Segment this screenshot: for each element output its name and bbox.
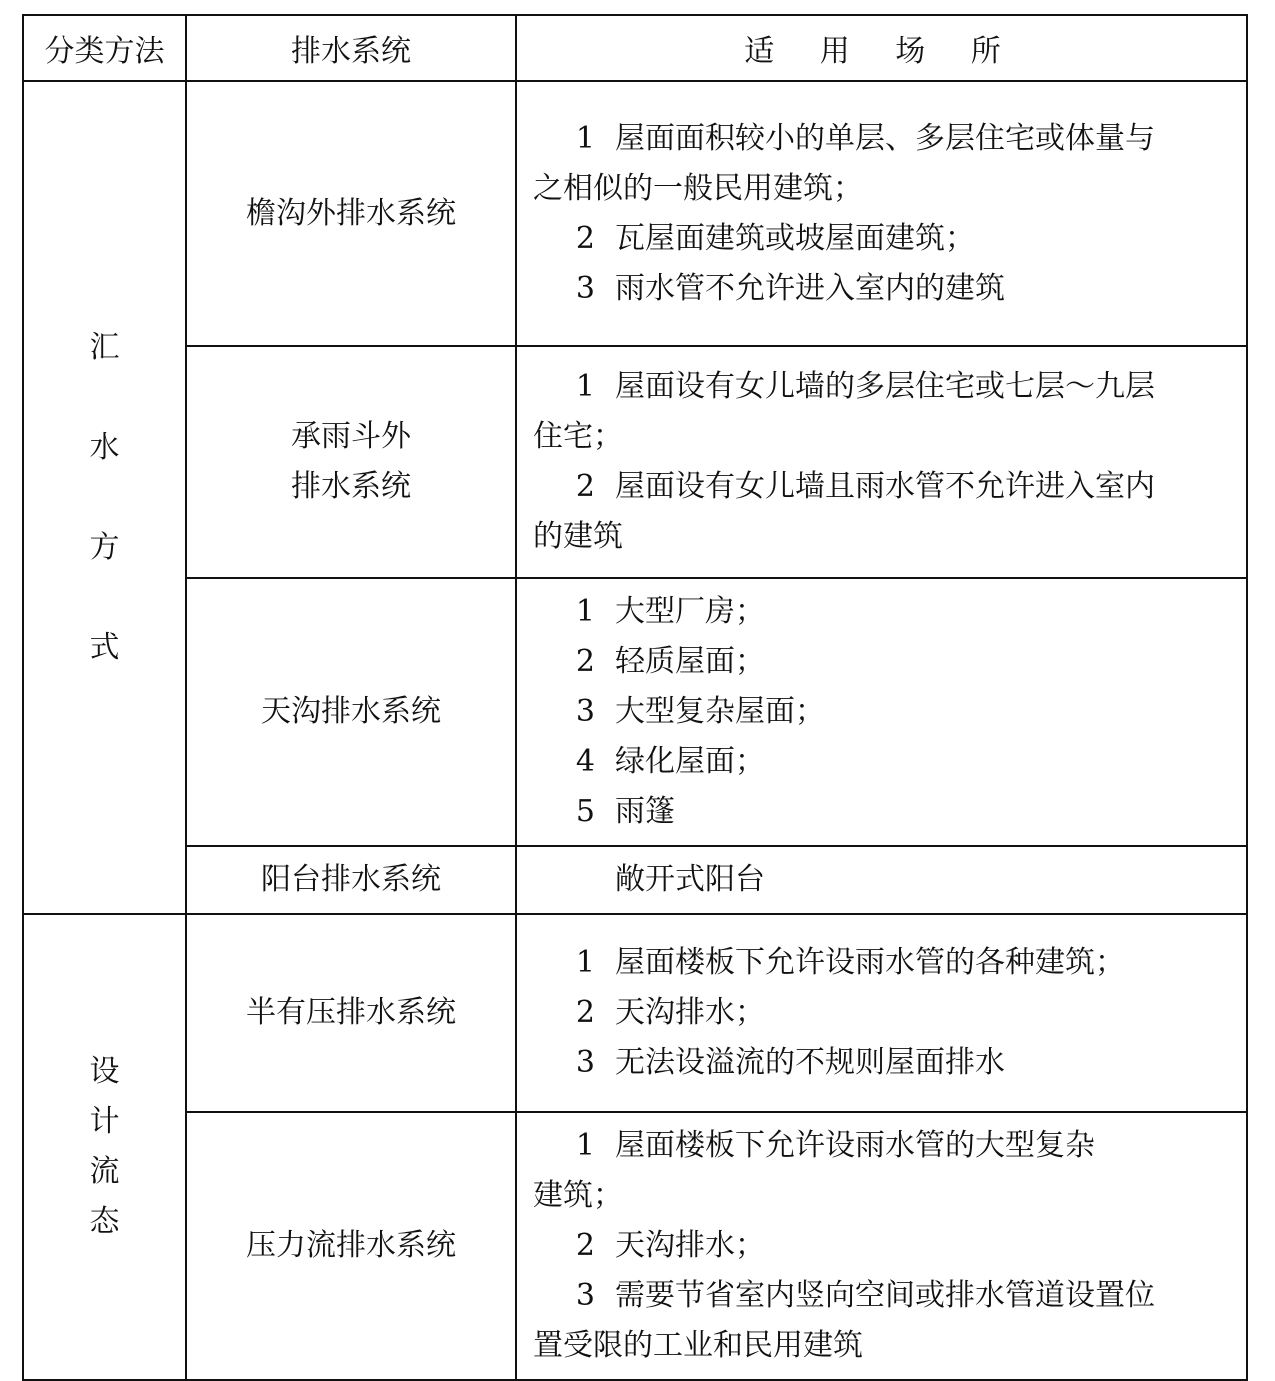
item-number: 1 bbox=[575, 594, 595, 629]
application-item bbox=[533, 687, 1232, 737]
method-char: 态 bbox=[89, 1204, 120, 1239]
application-cell bbox=[516, 346, 1247, 578]
application-item bbox=[533, 1038, 1232, 1088]
item-number: 3 bbox=[575, 270, 595, 306]
item-text: 需要节省室内竖向空间或排水管道设置位 bbox=[615, 1278, 1155, 1313]
header-method: 分类方法 bbox=[23, 15, 186, 81]
method-char: 水 bbox=[89, 429, 120, 465]
application-item bbox=[533, 362, 1232, 412]
item-number: 1 bbox=[575, 1128, 595, 1163]
system-label: 半有压排水系统 bbox=[246, 995, 456, 1030]
item-text: 屋面楼板下允许设雨水管的大型复杂 bbox=[615, 1128, 1095, 1163]
application-cell bbox=[516, 578, 1247, 846]
system-label: 压力流排水系统 bbox=[246, 1228, 456, 1263]
item-text-continuation: 建筑； bbox=[533, 1178, 623, 1213]
application-cell bbox=[516, 846, 1247, 914]
table-row bbox=[23, 81, 1247, 346]
drainage-classification-table bbox=[22, 14, 1248, 1381]
method-char: 汇 bbox=[89, 329, 120, 365]
item-text: 瓦屋面建筑或坡屋面建筑； bbox=[615, 220, 975, 256]
application-cell bbox=[516, 914, 1247, 1112]
item-number: 2 bbox=[575, 469, 595, 504]
application-item bbox=[533, 587, 1232, 637]
method-cell bbox=[23, 914, 186, 1380]
application-cell bbox=[516, 81, 1247, 346]
item-text: 绿化屋面； bbox=[615, 744, 765, 779]
table-body bbox=[23, 81, 1247, 1380]
application-item bbox=[533, 1271, 1232, 1321]
item-number: 2 bbox=[575, 1228, 595, 1263]
system-cell bbox=[186, 1112, 516, 1380]
application-item bbox=[533, 855, 1232, 905]
system-label: 承雨斗外 bbox=[291, 419, 411, 454]
item-text: 天沟排水； bbox=[615, 1228, 765, 1263]
application-item bbox=[533, 988, 1232, 1038]
item-text: 屋面设有女儿墙的多层住宅或七层～九层 bbox=[615, 369, 1155, 404]
system-label: 阳台排水系统 bbox=[261, 862, 441, 897]
application-item bbox=[533, 1221, 1232, 1271]
item-number: 1 bbox=[575, 120, 595, 156]
application-item bbox=[533, 1121, 1232, 1171]
table-row bbox=[23, 914, 1247, 1112]
application-item bbox=[533, 938, 1232, 988]
item-number: 3 bbox=[575, 1278, 595, 1313]
header-application: 适 用 场 所 bbox=[516, 15, 1247, 81]
item-text: 无法设溢流的不规则屋面排水 bbox=[615, 1045, 1005, 1080]
item-number: 1 bbox=[575, 369, 595, 404]
item-number: 2 bbox=[575, 995, 595, 1030]
item-text: 雨水管不允许进入室内的建筑 bbox=[615, 270, 1005, 306]
table-row bbox=[23, 578, 1247, 846]
method-char: 式 bbox=[89, 629, 120, 665]
system-cell bbox=[186, 846, 516, 914]
item-text: 敞开式阳台 bbox=[615, 862, 765, 897]
system-label: 天沟排水系统 bbox=[261, 694, 441, 729]
item-text-continuation: 之相似的一般民用建筑； bbox=[533, 170, 863, 206]
item-text-continuation: 住宅； bbox=[533, 419, 623, 454]
application-item bbox=[533, 462, 1232, 512]
application-item bbox=[533, 637, 1232, 687]
system-cell bbox=[186, 346, 516, 578]
application-cell bbox=[516, 1112, 1247, 1380]
header-row bbox=[23, 15, 1247, 81]
system-cell bbox=[186, 578, 516, 846]
application-item bbox=[533, 214, 1232, 264]
method-char: 方 bbox=[89, 529, 120, 565]
item-number: 3 bbox=[575, 694, 595, 729]
item-number: 2 bbox=[575, 220, 595, 256]
item-text: 轻质屋面； bbox=[615, 644, 765, 679]
application-item bbox=[533, 787, 1232, 837]
item-text: 雨篷 bbox=[615, 794, 675, 829]
item-number: 5 bbox=[575, 794, 595, 829]
item-text: 天沟排水； bbox=[615, 995, 765, 1030]
application-item bbox=[533, 737, 1232, 787]
item-number: 2 bbox=[575, 644, 595, 679]
system-cell bbox=[186, 81, 516, 346]
method-char: 设 bbox=[89, 1054, 120, 1089]
item-number: 4 bbox=[575, 744, 595, 779]
header-system: 排水系统 bbox=[186, 15, 516, 81]
table-row bbox=[23, 1112, 1247, 1380]
application-item bbox=[533, 264, 1232, 314]
table-row bbox=[23, 346, 1247, 578]
table-row bbox=[23, 846, 1247, 914]
item-number: 1 bbox=[575, 945, 595, 980]
item-text: 大型厂房； bbox=[615, 594, 765, 629]
method-char: 计 bbox=[89, 1104, 120, 1139]
item-text: 大型复杂屋面； bbox=[615, 694, 825, 729]
system-label: 排水系统 bbox=[291, 469, 411, 504]
method-cell bbox=[23, 81, 186, 914]
item-text-continuation: 置受限的工业和民用建筑 bbox=[533, 1328, 863, 1363]
system-cell bbox=[186, 914, 516, 1112]
item-text: 屋面楼板下允许设雨水管的各种建筑； bbox=[615, 945, 1125, 980]
item-text: 屋面面积较小的单层、多层住宅或体量与 bbox=[615, 120, 1155, 156]
application-item bbox=[533, 114, 1232, 164]
item-number: 3 bbox=[575, 1045, 595, 1080]
method-char: 流 bbox=[89, 1154, 120, 1189]
item-text: 屋面设有女儿墙且雨水管不允许进入室内 bbox=[615, 469, 1155, 504]
system-label: 檐沟外排水系统 bbox=[246, 195, 456, 231]
item-text-continuation: 的建筑 bbox=[533, 519, 623, 554]
